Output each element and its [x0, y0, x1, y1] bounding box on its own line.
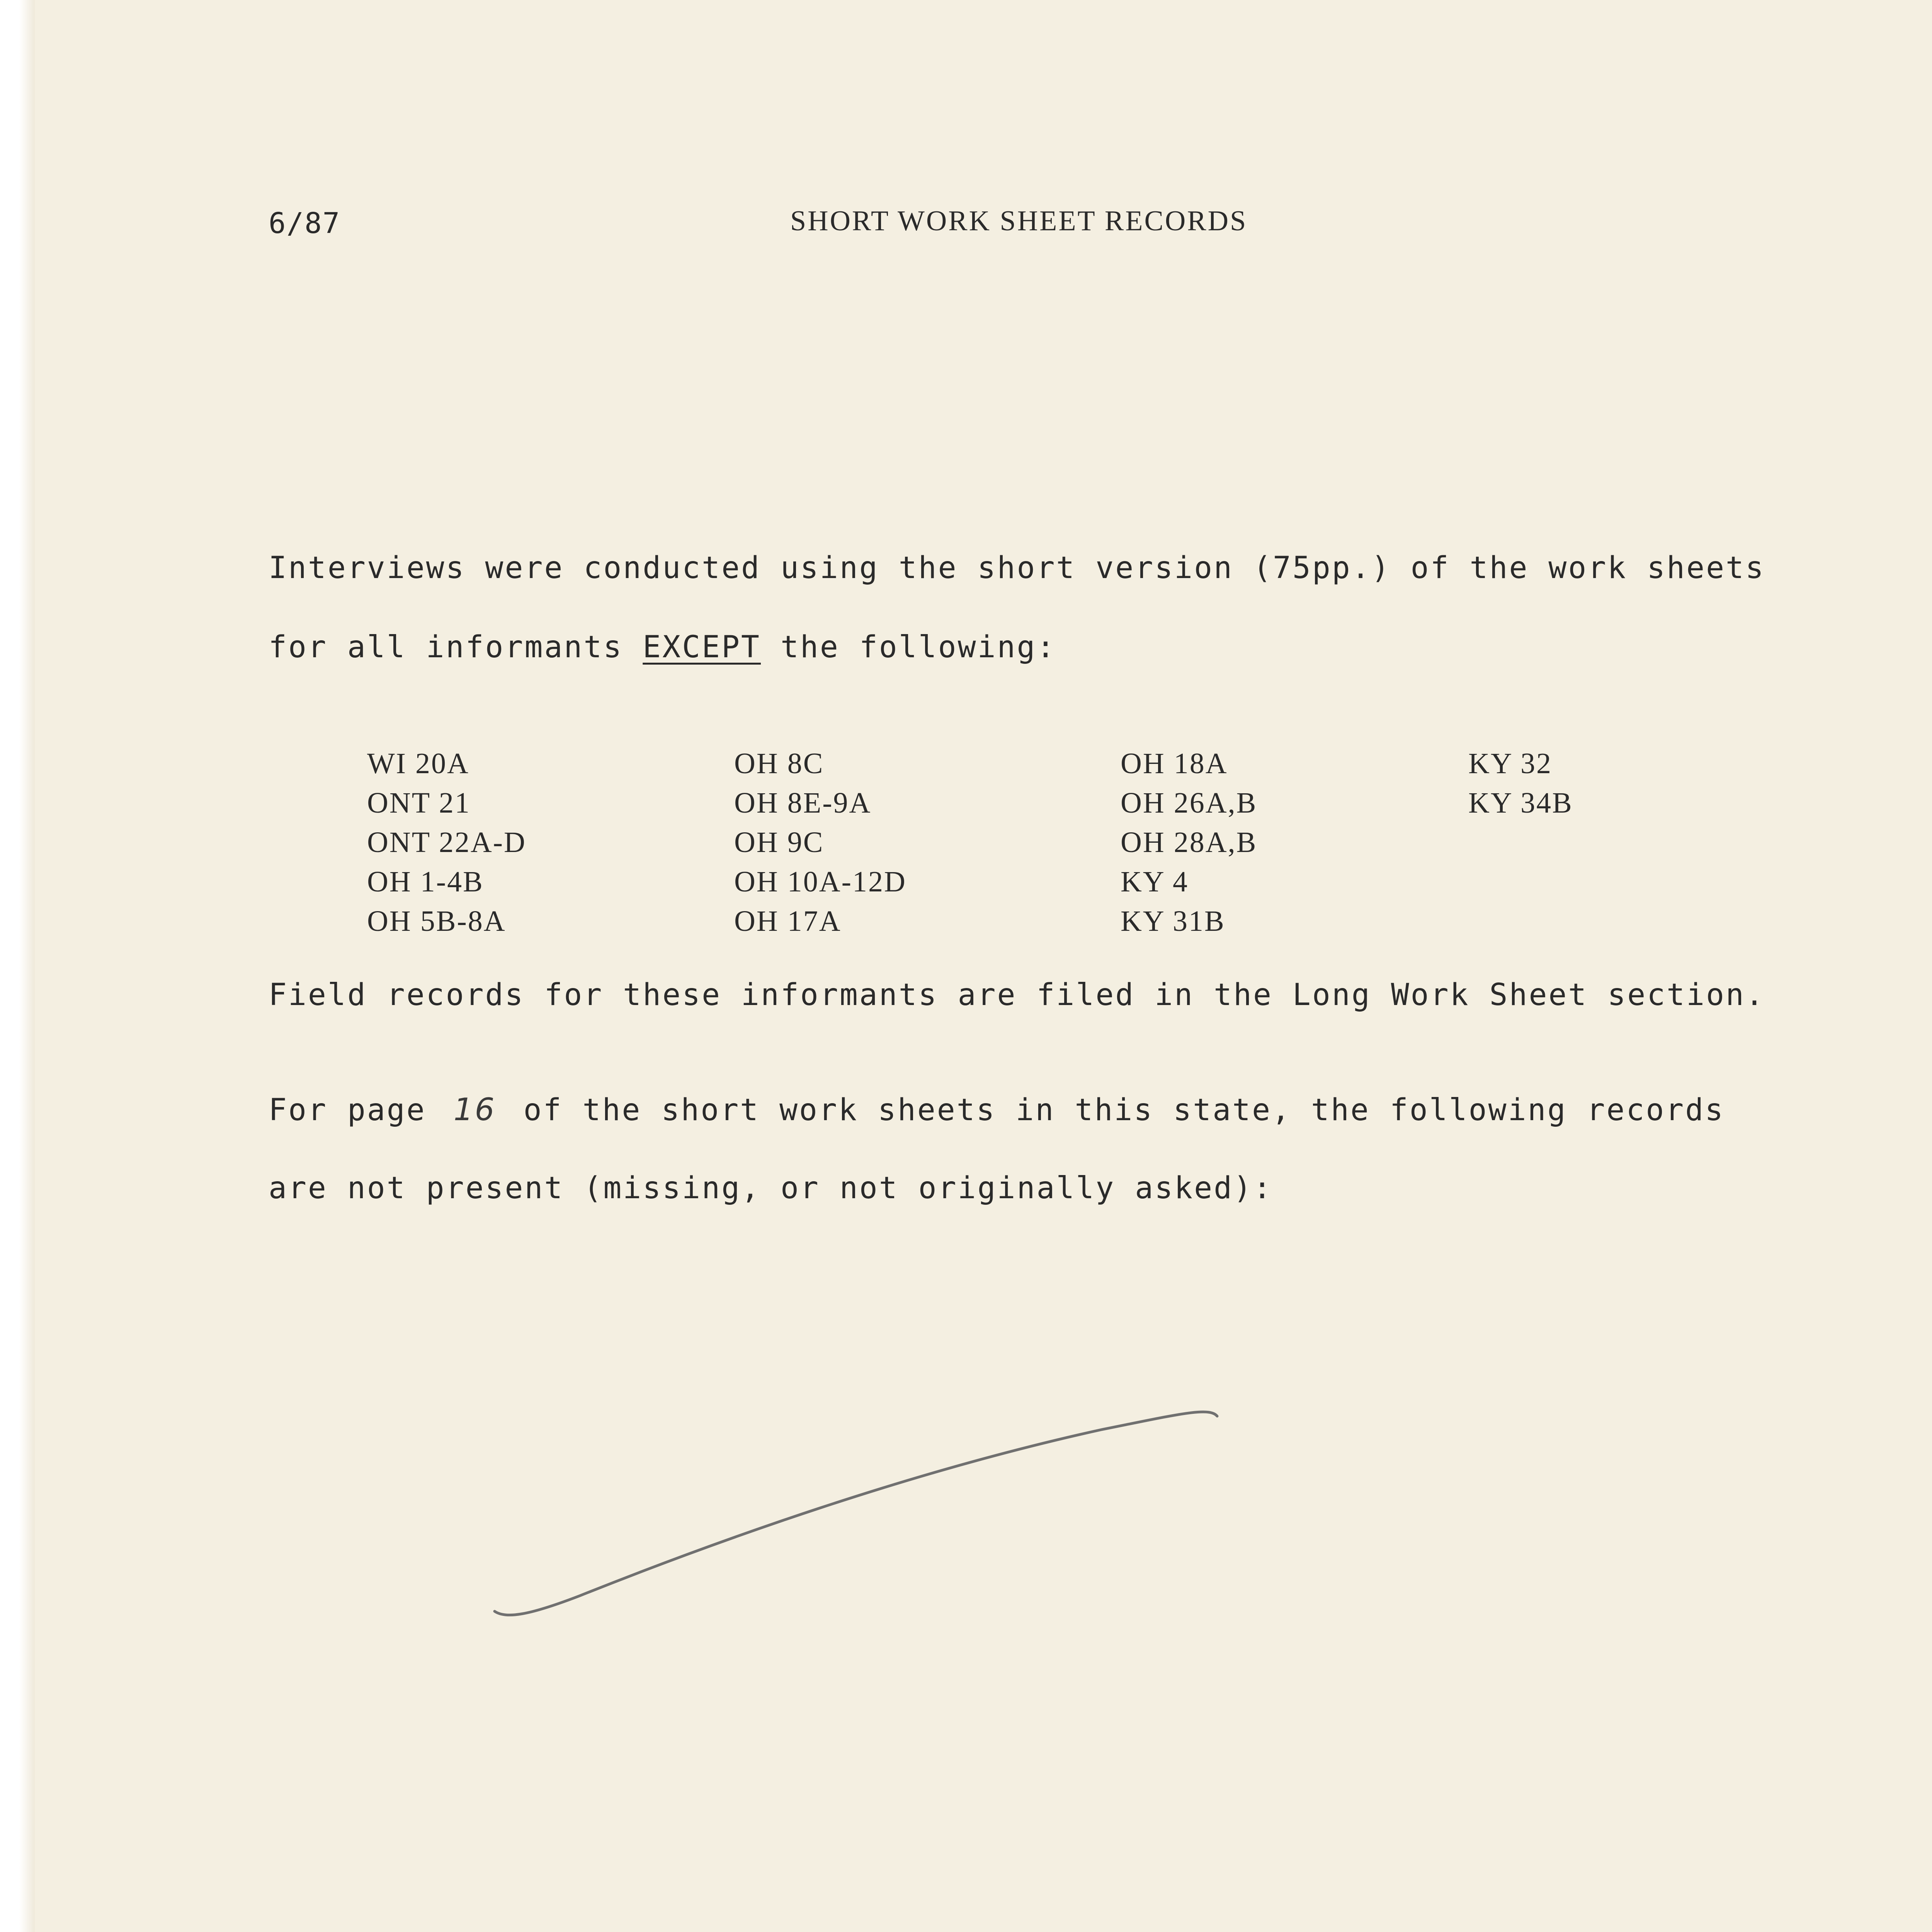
informant-code: OH 18A — [1121, 747, 1228, 780]
intro-line-2-end: the following: — [761, 630, 1056, 665]
informant-column-3 — [1121, 744, 1257, 941]
informant-code: ONT 21 — [367, 787, 471, 819]
informant-code: OH 26A,B — [1121, 787, 1257, 819]
intro-line-2-start: for all informants — [269, 630, 643, 665]
page-line-end: of the short work sheets in this state, the following records — [503, 1093, 1725, 1128]
informant-column-4 — [1468, 744, 1573, 823]
informant-code: OH 9C — [734, 826, 824, 859]
page-edge — [0, 0, 35, 1932]
informant-column-1 — [367, 744, 526, 941]
informant-code: KY 34B — [1468, 787, 1573, 819]
informant-code: KY 32 — [1468, 747, 1552, 780]
pencil-strike-line — [483, 1368, 1236, 1638]
page-title: SHORT WORK SHEET RECORDS — [790, 205, 1248, 237]
informant-code: OH 1-4B — [367, 866, 484, 898]
informant-code: OH 17A — [734, 905, 842, 937]
informant-code: OH 8C — [734, 747, 824, 780]
informant-code: KY 31B — [1121, 905, 1225, 937]
page-line-2: are not present (missing, or not originally asked): — [269, 1171, 1273, 1206]
informant-code: OH 5B-8A — [367, 905, 506, 937]
informant-column-2 — [734, 744, 906, 941]
intro-line-2 — [269, 630, 1056, 665]
intro-line-1: Interviews were conducted using the short version (75pp.) of the work sheets — [269, 551, 1765, 585]
document-date: 6/87 — [269, 207, 341, 240]
informant-code: WI 20A — [367, 747, 469, 780]
informant-code: KY 4 — [1121, 866, 1189, 898]
page-line-1 — [269, 1092, 1725, 1128]
informant-code: OH 28A,B — [1121, 826, 1257, 859]
informant-code: OH 10A-12D — [734, 866, 906, 898]
informant-code: OH 8E-9A — [734, 787, 872, 819]
handwritten-page-number: 16 — [453, 1092, 496, 1128]
except-emphasis: EXCEPT — [643, 630, 761, 665]
informant-code: ONT 22A-D — [367, 826, 526, 859]
field-records-note: Field records for these informants are filed in the Long Work Sheet section. — [269, 978, 1765, 1012]
page-line-start: For page — [269, 1093, 446, 1128]
